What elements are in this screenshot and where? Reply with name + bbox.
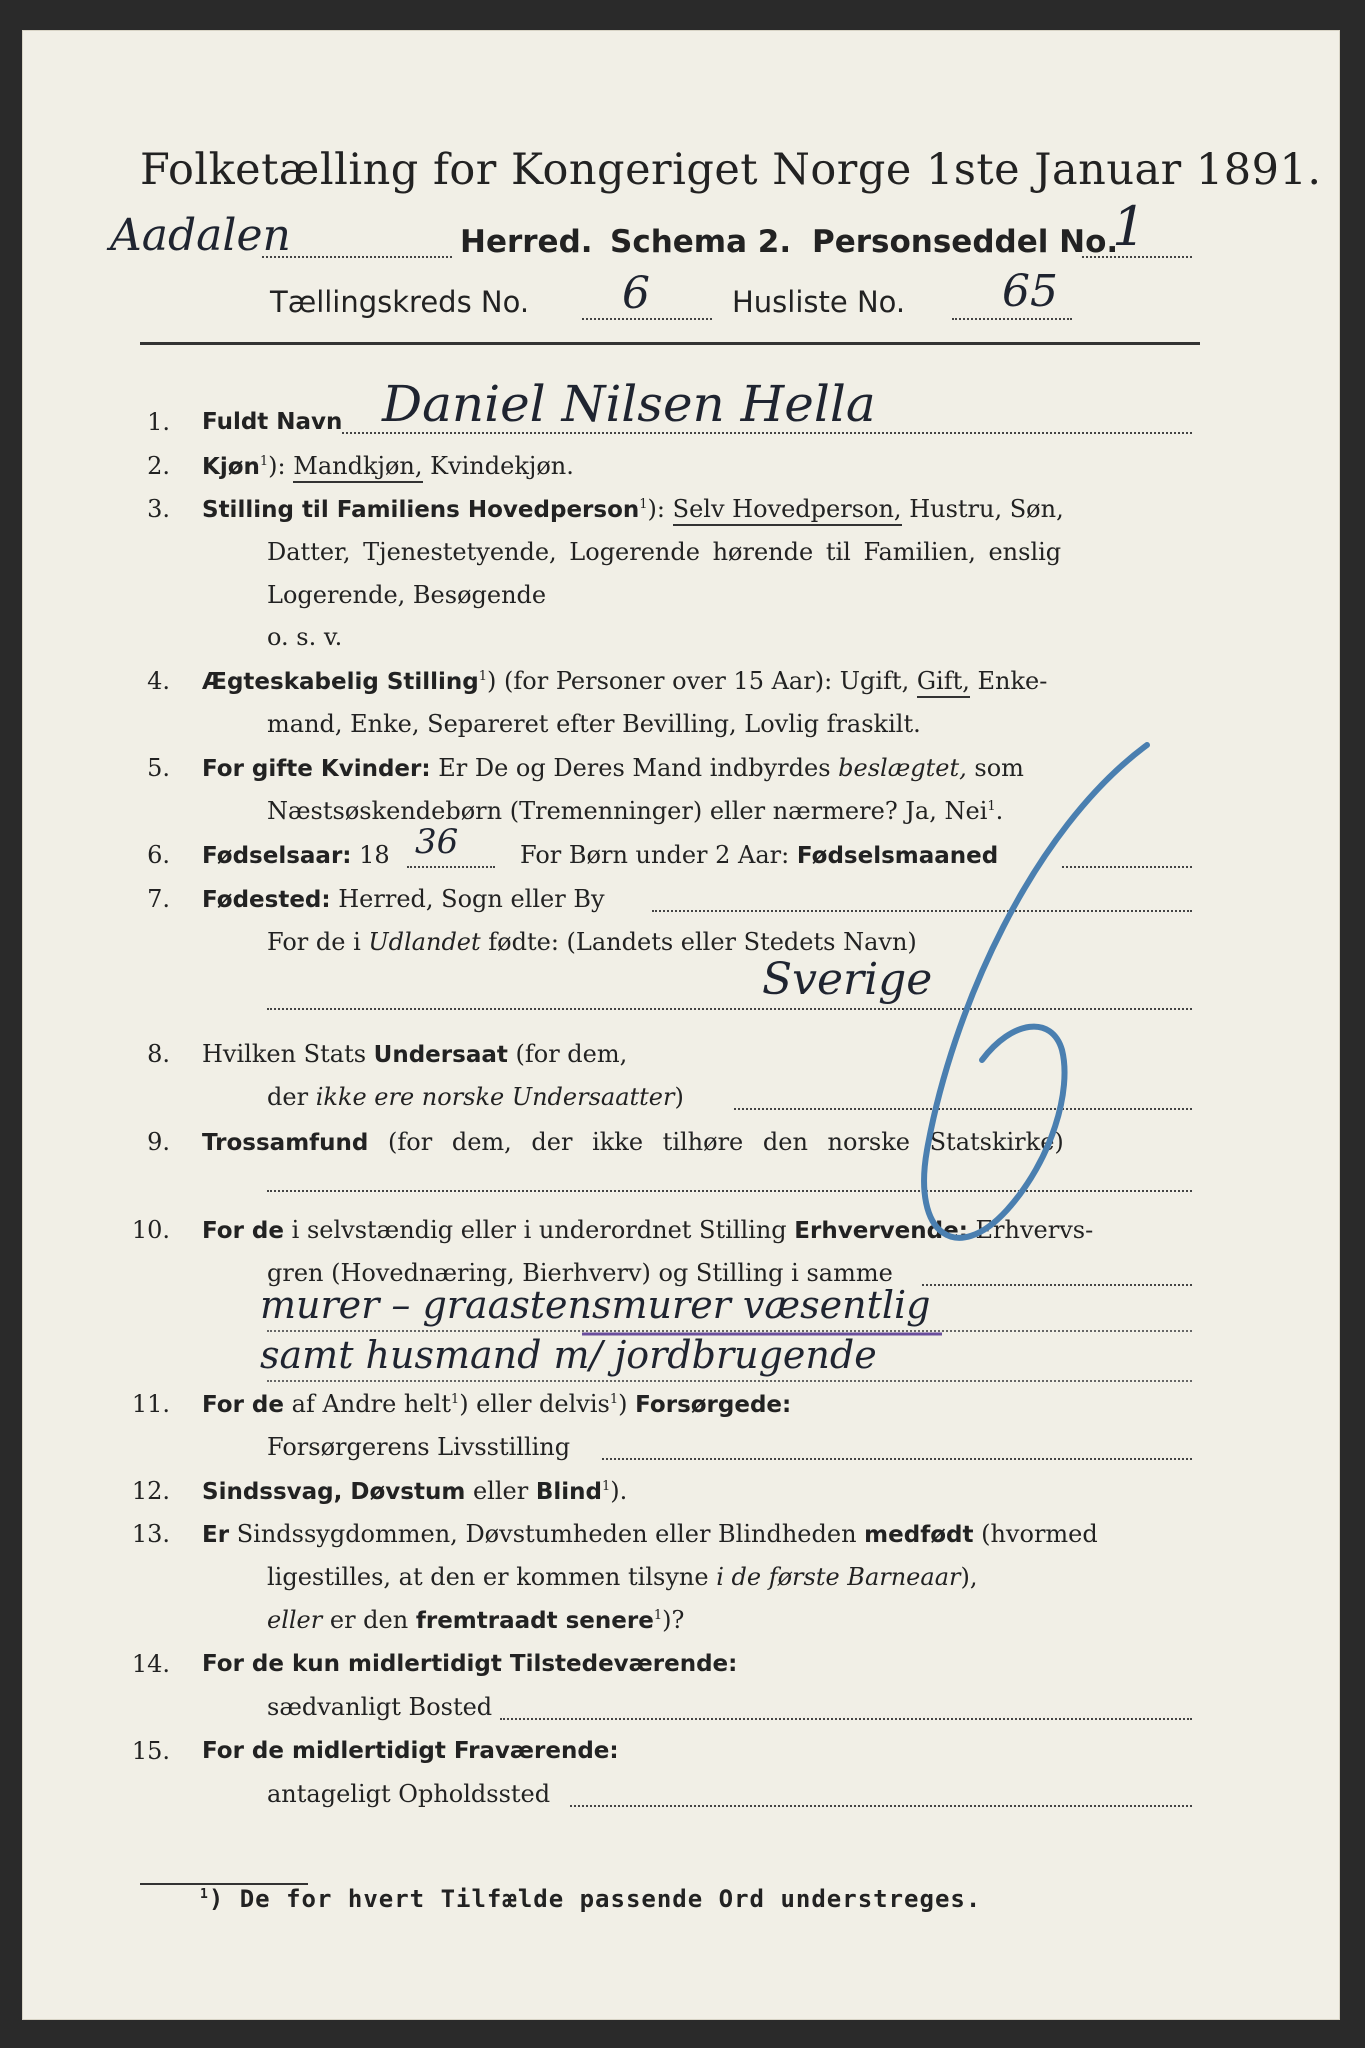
- q7-label: Fødested:: [202, 887, 331, 913]
- q8-line2-italic: ikke ere norske Undersaatter: [315, 1083, 675, 1111]
- q10-label2: Erhvervende:: [794, 1218, 968, 1244]
- q14-label: For de kun midlertidigt Tilstedeværende:: [202, 1651, 738, 1677]
- q14-line2: sædvanligt Bosted: [267, 1693, 493, 1721]
- blue-six-mark: [924, 745, 1147, 1238]
- q8-line2b: ): [674, 1083, 684, 1111]
- blue-pencil-annotation: [22, 30, 1340, 2020]
- q13-line3-italic: eller: [267, 1606, 323, 1634]
- q12-text1: eller: [472, 1477, 529, 1505]
- q5-line2-text: Næstsøskendebørn (Tremenninger) eller nærmere? Ja, Nei: [267, 797, 988, 825]
- q10-answer-line1: murer – graastensmurer væsentlig: [260, 1283, 931, 1327]
- q3-sup: 1: [639, 497, 648, 512]
- husliste-value: 65: [1002, 266, 1058, 317]
- q11-number: 11.: [131, 1390, 170, 1418]
- q6-number: 6.: [147, 841, 170, 869]
- schema-label: Schema 2.: [610, 224, 792, 260]
- husliste-label: Husliste No.: [732, 285, 906, 319]
- q5-number: 5.: [147, 754, 170, 782]
- tellingskreds-value: 6: [622, 268, 650, 319]
- q15-label: For de midlertidigt Fraværende:: [202, 1738, 619, 1764]
- q11-line2: Forsørgerens Livsstilling: [267, 1433, 571, 1461]
- q3-rest: Hustru, Søn,: [909, 495, 1064, 523]
- q11-sup2: 1: [609, 1392, 619, 1407]
- q12-text2: ).: [610, 1477, 628, 1505]
- q5-line2-end: .: [995, 797, 1004, 825]
- q6-prefix: 18: [359, 841, 390, 869]
- q11-sup1: 1: [450, 1392, 460, 1407]
- q8-label: Undersaat: [373, 1042, 508, 1068]
- q8-number: 8.: [147, 1040, 170, 1068]
- q8-text2: (for dem,: [515, 1040, 628, 1068]
- q3-label: Stilling til Familiens Hovedperson: [202, 497, 640, 523]
- q4-text1: ) (for Personer over 15 Aar): Ugift,: [487, 667, 910, 695]
- q2-number: 2.: [147, 452, 170, 480]
- q6-answer: 36: [415, 822, 459, 862]
- q13-number: 13.: [131, 1520, 170, 1548]
- q3-line4: o. s. v.: [267, 623, 343, 651]
- q1-number: 1.: [147, 408, 170, 436]
- q3-line2: Datter, Tjenestetyende, Logerende hørende til Familien, enslig: [267, 538, 1062, 566]
- q3-number: 3.: [147, 495, 170, 523]
- q2-option-mandkjon: Mandkjøn,: [293, 452, 422, 483]
- q4-number: 4.: [147, 667, 170, 695]
- q13-label: Er: [202, 1522, 230, 1548]
- q1-answer: Daniel Nilsen Hella: [382, 375, 876, 433]
- q8-line2a: der: [267, 1083, 309, 1111]
- q11-text2: ) eller delvis: [459, 1390, 610, 1418]
- q6-label2: Fødselsmaaned: [796, 843, 999, 869]
- q4-label: Ægteskabelig Stilling: [202, 669, 479, 695]
- q12-label: Sindssvag, Døvstum: [202, 1479, 466, 1505]
- form-title: Folketælling for Kongeriget Norge 1ste Januar 1891.: [140, 145, 1322, 195]
- q13-sup: 1: [653, 1608, 663, 1623]
- q1-label: Fuldt Navn: [202, 409, 343, 435]
- q5-label: For gifte Kvinder:: [202, 756, 431, 782]
- footnote-text: ) De for hvert Tilfælde passende Ord understreges.: [208, 1885, 982, 1913]
- q7-line2b: fødte: (Landets eller Stedets Navn): [488, 928, 917, 956]
- q10-text2: Erhvervs-: [975, 1216, 1094, 1244]
- q13-text2: (hvormed: [981, 1520, 1098, 1548]
- q11-text3: ): [618, 1390, 628, 1418]
- census-form: [22, 30, 1340, 2020]
- q3-selected: Selv Hovedperson,: [673, 495, 902, 526]
- q7-line2-italic: Udlandet: [368, 928, 481, 956]
- q6-label: Fødselsaar:: [202, 843, 352, 869]
- q6-text2: For Børn under 2 Aar:: [520, 841, 790, 869]
- q13-line3a: er den: [329, 1606, 409, 1634]
- q5-text1-italic: beslægtet,: [838, 754, 967, 782]
- q2-sup: 1: [259, 454, 269, 469]
- q11-label2: Forsørgede:: [635, 1392, 792, 1418]
- q8-text1: Hvilken Stats: [202, 1040, 367, 1068]
- q7-text1: Herred, Sogn eller By: [338, 885, 605, 913]
- q15-number: 15.: [131, 1737, 170, 1765]
- q4-line2: mand, Enke, Separeret efter Bevilling, Lovlig fraskilt.: [267, 710, 921, 738]
- q5-sup: 1: [987, 799, 996, 814]
- q7-answer: Sverige: [762, 954, 933, 1005]
- q13-label2: medfødt: [864, 1522, 974, 1548]
- q11-label1: For de: [202, 1392, 284, 1418]
- q13-line2b: ),: [960, 1563, 978, 1591]
- personseddel-value: 1: [1112, 195, 1147, 258]
- q9-label: Trossamfund: [202, 1130, 369, 1156]
- q2-label: Kjøn: [202, 454, 260, 480]
- q2-text: ):: [268, 452, 286, 480]
- q10-text1: i selvstændig eller i underordnet Stilling: [291, 1216, 787, 1244]
- q5-text1-end: som: [974, 754, 1024, 782]
- q10-number: 10.: [131, 1216, 170, 1244]
- q4-selected: Gift,: [917, 667, 970, 698]
- q5-text1: Er De og Deres Mand indbyrdes: [438, 754, 831, 782]
- q13-line2a: ligestilles, at den er kommen tilsyne: [267, 1563, 709, 1591]
- q15-line2: antageligt Opholdssted: [267, 1780, 551, 1808]
- personseddel-label: Personseddel No.: [812, 224, 1119, 260]
- q10-answer-line2: samt husmand m/ jordbrugende: [260, 1333, 877, 1377]
- blue-mark-value: 6: [22, 30, 23, 31]
- q3-line3: Logerende, Besøgende: [267, 581, 547, 609]
- q9-number: 9.: [147, 1128, 170, 1156]
- q11-text1: af Andre helt: [291, 1390, 451, 1418]
- footnote-sup: 1: [200, 1887, 209, 1902]
- q14-number: 14.: [131, 1650, 170, 1678]
- q3-colon: ):: [647, 495, 665, 523]
- q10-label1: For de: [202, 1218, 284, 1244]
- q7-number: 7.: [147, 885, 170, 913]
- tellingskreds-label: Tællingskreds No.: [270, 285, 530, 319]
- q9-text1: (for dem, der ikke tilhøre den norske Statskirke): [388, 1128, 1064, 1156]
- q4-sup: 1: [478, 669, 488, 684]
- q12-number: 12.: [131, 1477, 170, 1505]
- q13-line2-italic: i de første Barneaar: [716, 1563, 961, 1591]
- q4-text2: Enke-: [977, 667, 1048, 695]
- q13-text1: Sindssygdommen, Døvstumheden eller Blindheden: [236, 1520, 857, 1548]
- q13-line3-end: )?: [662, 1606, 685, 1634]
- q13-line3-bold: fremtraadt senere: [415, 1608, 654, 1634]
- herred-value: Aadalen: [110, 210, 291, 261]
- q2-option-kvindekjon: Kvindekjøn.: [430, 452, 574, 480]
- q12-sup: 1: [601, 1479, 611, 1494]
- q10-line2: gren (Hovednæring, Bierhverv) og Stilling i samme: [267, 1259, 893, 1287]
- herred-label: Herred.: [460, 224, 593, 260]
- q7-line2a: For de i: [267, 928, 361, 956]
- q12-label2: Blind: [535, 1479, 602, 1505]
